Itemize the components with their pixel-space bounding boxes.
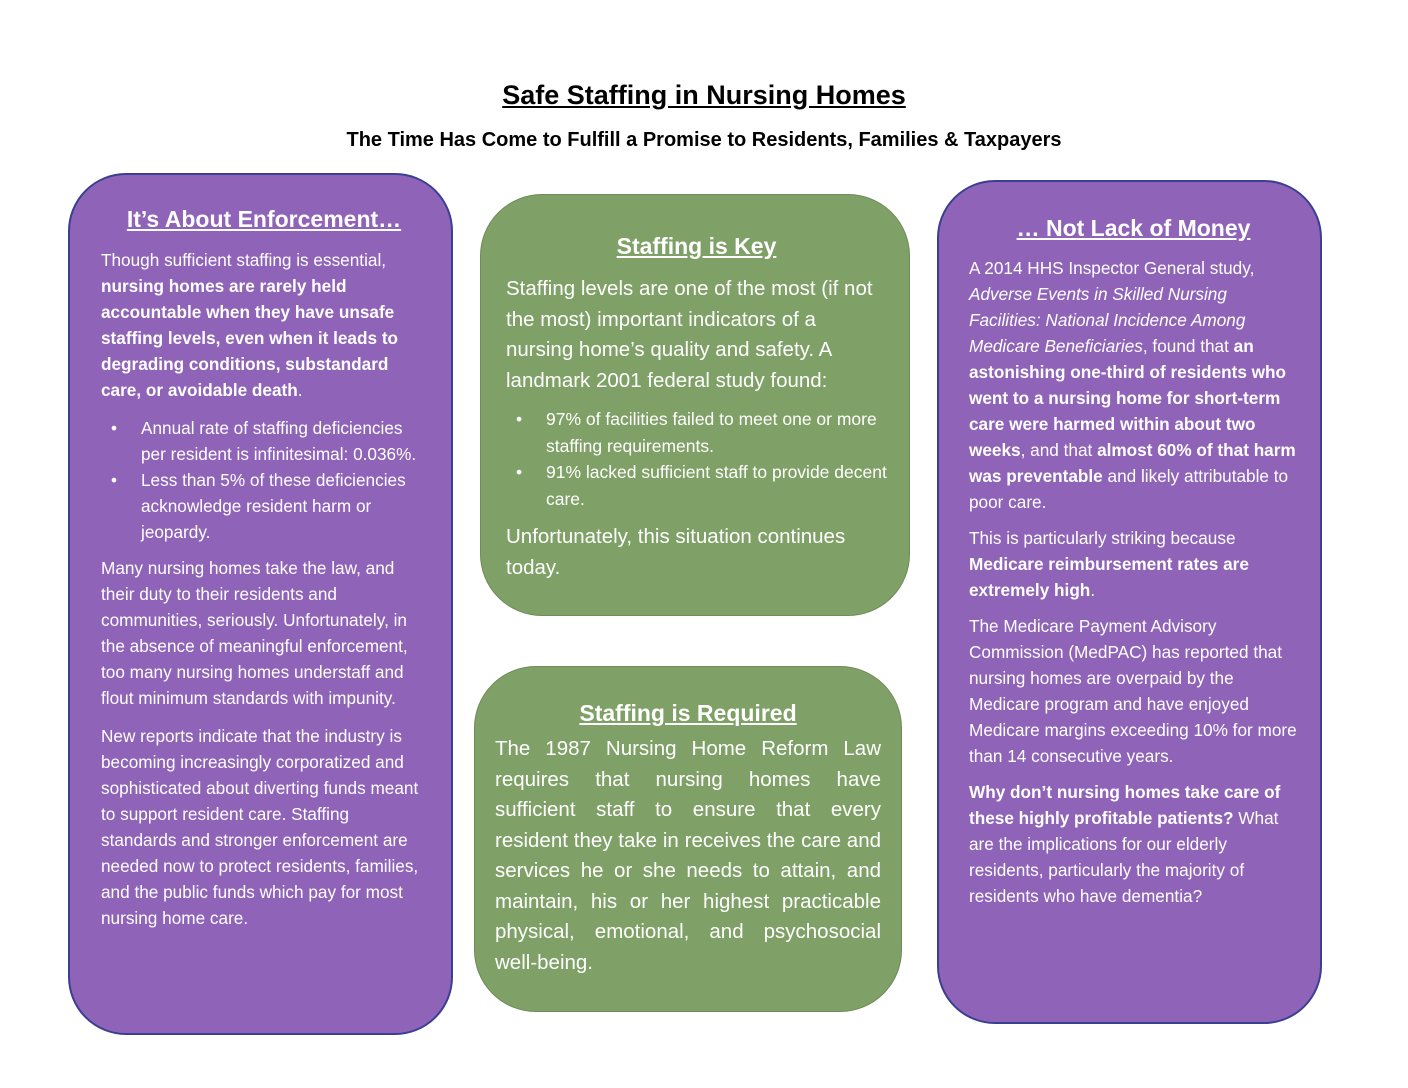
- page-title: Safe Staffing in Nursing Homes: [502, 80, 906, 110]
- staffing-key-paragraph-2: Unfortunately, this situation continues today.: [506, 525, 846, 579]
- list-item-text: Less than 5% of these deficiencies acknowledge resident harm or jeopardy.: [141, 470, 406, 542]
- staffing-required-body: The 1987 Nursing Home Reform Law requires that nursing homes have sufficient staff to ensure that every resident they take in receives the care and services he or she needs to attain, and maintain, his or her highest practicable physical, emotional, and psychosocial well-being.: [495, 737, 881, 974]
- text-run: .: [1090, 580, 1096, 600]
- list-item-text: 91% lacked sufficient staff to provide decent care.: [546, 462, 887, 509]
- text-run: This is particularly striking because: [969, 528, 1236, 548]
- list-item-text: 97% of facilities failed to meet one or more staffing requirements.: [546, 409, 877, 456]
- money-paragraph-3: The Medicare Payment Advisory Commission (MedPAC) has reported that nursing homes are overpaid by the Medicare program and have enjoyed Medicare margins exceeding 10% for more than 14 consecutive years.: [969, 616, 1297, 766]
- text-run: and likely attributable to poor care.: [969, 466, 1289, 512]
- enforcement-intro-bold: nursing homes are rarely held accountable when they have unsafe staffing levels, even when it leads to degrading conditions, substandard care, or avoidable death: [101, 276, 399, 400]
- enforcement-intro: [101, 247, 427, 403]
- enforcement-intro-plain: Though sufficient staffing is essential,: [101, 250, 387, 270]
- staffing-key-bullet-list: [516, 406, 887, 512]
- enforcement-paragraph-3: New reports indicate that the industry is becoming increasingly corporatized and sophisticated about diverting funds meant to support resident care. Staffing standards and stronger enforcement are needed now to protect residents, families, and the public funds which pay for most nursing home care.: [101, 726, 419, 928]
- staffing-key-paragraph-1: Staffing levels are one of the most (if not the most) important indicators of a nursing home’s quality and safety. A landmark 2001 federal study found:: [506, 277, 873, 392]
- text-run: , and that: [1020, 440, 1098, 460]
- page-subtitle: The Time Has Come to Fulfill a Promise to Residents, Families & Taxpayers: [346, 129, 1062, 151]
- enforcement-panel: [68, 173, 453, 1035]
- money-panel: [937, 180, 1322, 1024]
- bullet-icon: •: [111, 418, 118, 438]
- enforcement-bullet-list: [111, 415, 427, 545]
- text-run-bold: Medicare reimbursement rates are extremely high: [969, 554, 1249, 600]
- text-run: , found that: [1142, 336, 1234, 356]
- money-heading: … Not Lack of Money: [1016, 215, 1251, 241]
- bullet-icon: •: [111, 470, 118, 490]
- list-item: [516, 459, 887, 512]
- money-paragraph-4: [969, 779, 1298, 909]
- money-paragraph-2: [969, 525, 1298, 603]
- enforcement-heading: It’s About Enforcement…: [126, 206, 402, 232]
- staffing-required-heading: Staffing is Required: [579, 700, 797, 726]
- study-title: Adverse Events in Skilled Nursing Facilities: National Incidence Among Medicare Beneficiaries: [969, 284, 1246, 356]
- staffing-key-heading: Staffing is Key: [616, 233, 777, 259]
- staffing-required-panel: [474, 666, 902, 1012]
- list-item: [516, 406, 887, 459]
- money-paragraph-1: [969, 255, 1298, 515]
- text-run-bold: almost 60% of that harm was preventable: [969, 440, 1296, 486]
- text-run: A 2014 HHS Inspector General study,: [969, 258, 1255, 278]
- enforcement-intro-end: .: [297, 380, 303, 400]
- staffing-key-panel: [480, 194, 910, 616]
- text-run: What are the implications for our elderly residents, particularly the majority of residents who have dementia?: [969, 808, 1279, 906]
- bullet-icon: •: [516, 462, 523, 482]
- list-item: [111, 415, 427, 467]
- list-item-text: Annual rate of staffing deficiencies per resident is infinitesimal: 0.036%.: [141, 418, 417, 464]
- text-run-bold: an astonishing one-third of residents who went to a nursing home for short-term care were harmed within about two weeks: [969, 336, 1287, 460]
- enforcement-paragraph-2: Many nursing homes take the law, and their duty to their residents and communities, seriously. Unfortunately, in the absence of meaningful enforcement, too many nursing homes understaff and flout minimum standards with impunity.: [101, 558, 408, 708]
- bullet-icon: •: [516, 409, 523, 429]
- list-item: [111, 467, 427, 545]
- text-run-bold: Why don’t nursing homes take care of these highly profitable patients?: [969, 782, 1281, 828]
